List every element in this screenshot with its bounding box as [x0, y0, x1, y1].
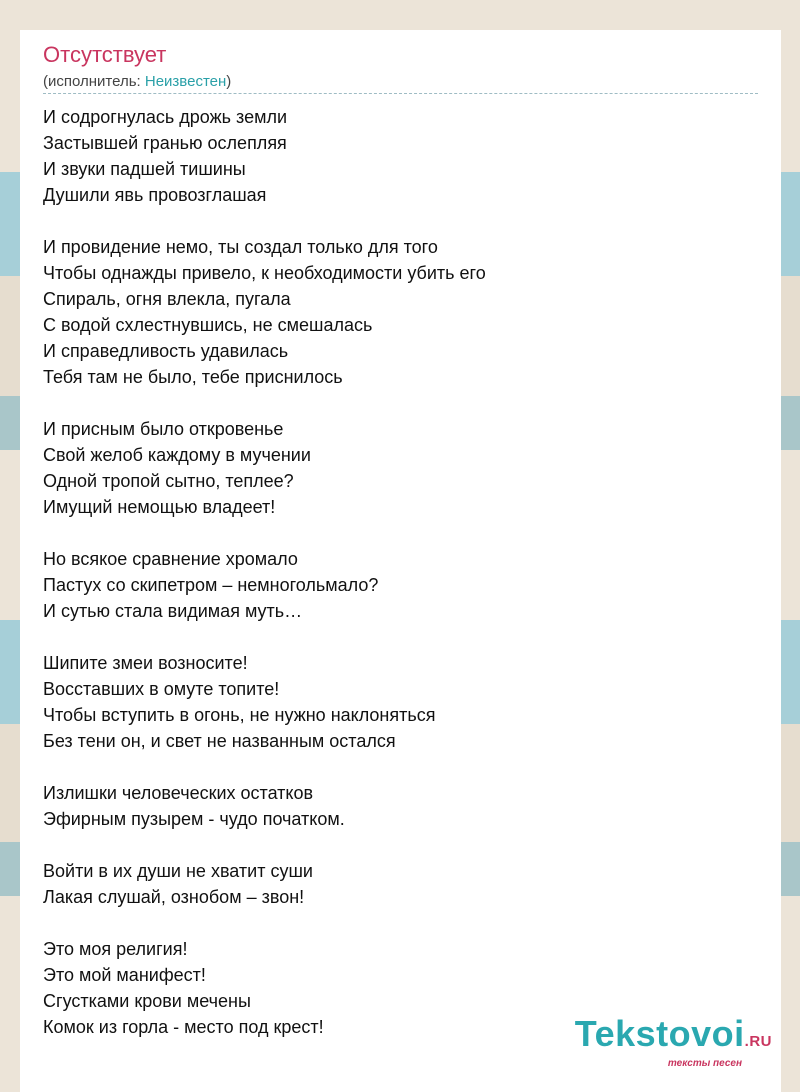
lyric-line: И звуки падшей тишины — [43, 159, 246, 179]
lyrics-text — [43, 104, 763, 1066]
lyric-line: Войти в их души не хватит суши — [43, 861, 313, 881]
lyric-line: Лакая слушай, ознобом – звон! — [43, 887, 305, 907]
lyric-line: Пастух со скипетром – немногольмало? — [43, 575, 379, 595]
lyric-line: И справедливость удавилась — [43, 341, 289, 361]
performer-link[interactable]: Неизвестен — [144, 73, 227, 90]
stanza — [43, 650, 763, 754]
stanza — [43, 234, 763, 390]
performer-line — [43, 72, 231, 92]
logo-tld: .RU — [744, 1033, 772, 1050]
lyric-line: Душили явь провозглашая — [43, 185, 267, 205]
lyric-line: Чтобы однажды привело, к необходимости убить его — [43, 263, 486, 283]
stanza — [43, 104, 763, 208]
lyric-line: Эфирным пузырем - чудо початком. — [43, 809, 345, 829]
lyric-line: Тебя там не было, тебе приснилось — [43, 367, 343, 387]
lyric-line: Это моя религия! — [43, 939, 188, 959]
lyric-line: Свой желоб каждому в мучении — [43, 445, 311, 465]
lyric-line: Шипите змеи возносите! — [43, 653, 248, 673]
lyric-line: Чтобы вступить в огонь, не нужно наклоняться — [43, 705, 436, 725]
stanza — [43, 416, 763, 520]
lyric-line: Одной тропой сытно, теплее? — [43, 471, 294, 491]
lyric-line: И сутью стала видимая муть… — [43, 601, 303, 621]
lyrics-card — [20, 30, 781, 1092]
lyric-line: Имущий немощью владеет! — [43, 497, 276, 517]
lyric-line: Без тени он, и свет не названным остался — [43, 731, 396, 751]
performer-prefix: (исполнитель: — [43, 73, 145, 90]
lyric-line: Но всякое сравнение хромало — [43, 549, 298, 569]
lyric-line: Спираль, огня влекла, пугала — [43, 289, 291, 309]
logo-tagline: тексты песен — [667, 1058, 742, 1069]
song-title: Отсутствует — [43, 42, 167, 67]
logo-name: Tekstovoi — [574, 1013, 745, 1054]
lyric-line: Комок из горла - место под крест! — [43, 1017, 324, 1037]
site-logo[interactable] — [574, 1013, 772, 1070]
lyric-line: С водой схлестнувшись, не смешалась — [43, 315, 373, 335]
lyric-line: И содрогнулась дрожь земли — [43, 107, 288, 127]
stanza — [43, 780, 763, 832]
lyric-line: И присным было откровенье — [43, 419, 284, 439]
performer-suffix: ) — [226, 73, 232, 90]
divider — [43, 93, 758, 94]
lyric-line: Застывшей гранью ослепляя — [43, 133, 287, 153]
lyric-line: И провидение немо, ты создал только для того — [43, 237, 438, 257]
stanza — [43, 858, 763, 910]
logo-wordmark — [574, 1013, 772, 1060]
lyric-line: Это мой манифест! — [43, 965, 206, 985]
stanza — [43, 546, 763, 624]
lyric-line: Излишки человеческих остатков — [43, 783, 314, 803]
lyric-line: Восставших в омуте топите! — [43, 679, 280, 699]
lyric-line: Сгустками крови мечены — [43, 991, 251, 1011]
